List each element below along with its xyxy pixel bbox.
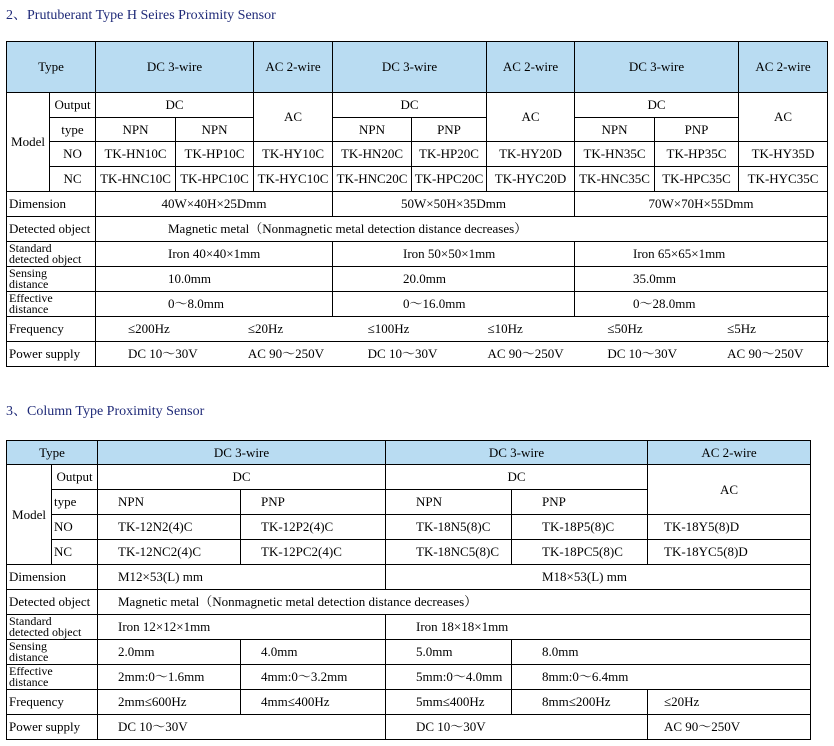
output-type-row xyxy=(7,118,828,142)
sensing-distance-row xyxy=(7,267,828,292)
type-cell: AC 2-wire xyxy=(254,42,333,93)
sensing-distance-value: 5.0mm xyxy=(386,640,512,665)
model-label: Model xyxy=(7,465,52,565)
output-dc: DC xyxy=(333,93,487,118)
model-nc: TK-12PC2(4)C xyxy=(241,540,386,565)
type-sub-label: type xyxy=(52,490,98,515)
no-label: NO xyxy=(50,142,96,167)
model-no: TK-HP20C xyxy=(412,142,487,167)
effective-distance-value: 0～8.0mm xyxy=(96,292,333,317)
frequency-value: ≤100Hz xyxy=(367,321,410,336)
model-nc: TK-HPC10C xyxy=(176,167,254,192)
power-supply-value: DC 10～30V xyxy=(367,346,438,361)
detected-object-row xyxy=(7,217,828,242)
model-no: TK-HN35C xyxy=(575,142,655,167)
effective-distance-value: 5mm:0～4.0mm xyxy=(386,665,512,690)
detected-object-value: Magnetic metal（Nonmagnetic metal detection distance decreases） xyxy=(96,217,828,242)
model-no: TK-HY20D xyxy=(487,142,575,167)
frequency-value: 8mm≤200Hz xyxy=(512,690,648,715)
model-no: TK-HN20C xyxy=(333,142,412,167)
power-supply-value: AC 90～250V xyxy=(648,715,811,740)
power-supply-value: AC 90～250V xyxy=(727,346,804,361)
model-nc: TK-HYC10C xyxy=(254,167,333,192)
standard-object-label: Standard detected object xyxy=(7,615,98,640)
sensing-distance-label: Sensing distance xyxy=(7,640,98,665)
no-row xyxy=(7,142,828,167)
sensing-distance-label: Sensing distance xyxy=(7,267,96,292)
type-cell: DC 3-wire xyxy=(96,42,254,93)
detected-object-label: Detected object xyxy=(7,217,96,242)
model-no: TK-HP10C xyxy=(176,142,254,167)
model-label: Model xyxy=(7,93,50,192)
dimension-value: 40W×40H×25Dmm xyxy=(96,192,333,217)
standard-object-row xyxy=(7,242,828,267)
frequency-value: 5mm≤400Hz xyxy=(386,690,512,715)
effective-distance-value: 8mm:0～6.4mm xyxy=(512,665,811,690)
output-row xyxy=(7,93,828,118)
sensing-distance-value: 35.0mm xyxy=(575,267,828,292)
sensing-distance-row xyxy=(7,640,811,665)
frequency-value: ≤5Hz xyxy=(727,321,756,336)
type-cell: DC 3-wire xyxy=(98,441,386,465)
standard-object-value: Iron 65×65×1mm xyxy=(575,242,828,267)
model-nc: TK-HNC35C xyxy=(575,167,655,192)
type-cell: AC 2-wire xyxy=(487,42,575,93)
frequency-row xyxy=(7,690,811,715)
model-nc: TK-HNC20C xyxy=(333,167,412,192)
column-type-spec-table xyxy=(6,440,811,740)
output-ac: AC xyxy=(254,93,333,142)
dimension-label: Dimension xyxy=(7,192,96,217)
sensing-distance-value: 2.0mm xyxy=(98,640,241,665)
power-supply-value: DC 10～30V xyxy=(386,715,648,740)
power-supply-value: AC 90～250V xyxy=(487,346,564,361)
frequency-value: ≤200Hz xyxy=(128,321,170,336)
frequency-label: Frequency xyxy=(7,690,98,715)
power-supply-value: AC 90～250V xyxy=(247,346,325,361)
standard-object-value: Iron 50×50×1mm xyxy=(333,242,575,267)
type-sub-label: type xyxy=(50,118,96,142)
model-no: TK-12P2(4)C xyxy=(241,515,386,540)
power-supply-row xyxy=(7,342,828,367)
model-no: TK-HY35D xyxy=(739,142,828,167)
type-label: Type xyxy=(7,441,98,465)
frequency-row xyxy=(7,317,828,342)
standard-object-row xyxy=(7,615,811,640)
model-nc: TK-18NC5(8)C xyxy=(386,540,512,565)
output-dc: DC xyxy=(98,465,386,490)
model-nc: TK-HYC35C xyxy=(739,167,828,192)
effective-distance-label: Effective distance xyxy=(7,665,98,690)
output-ac: AC xyxy=(487,93,575,142)
dimension-value: 50W×50H×35Dmm xyxy=(333,192,575,217)
output-type: NPN xyxy=(96,118,176,142)
frequency-value: ≤50Hz xyxy=(607,321,643,336)
type-cell: AC 2-wire xyxy=(739,42,828,93)
nc-row xyxy=(7,167,828,192)
model-nc: TK-HPC35C xyxy=(655,167,739,192)
power-supply-value: DC 10～30V xyxy=(128,346,198,361)
sensing-distance-value: 10.0mm xyxy=(96,267,333,292)
power-supply-value: DC 10～30V xyxy=(607,346,678,361)
output-label: Output xyxy=(52,465,98,490)
model-no: TK-18N5(8)C xyxy=(386,515,512,540)
frequency-value: ≤20Hz xyxy=(247,321,284,336)
output-ac: AC xyxy=(648,465,811,515)
frequency-value: ≤10Hz xyxy=(487,321,523,336)
effective-distance-value: 0～16.0mm xyxy=(333,292,575,317)
output-type: PNP xyxy=(512,490,648,515)
output-type: NPN xyxy=(176,118,254,142)
dimension-value: M18×53(L) mm xyxy=(386,565,811,590)
section3-heading: 3、Column Type Proximity Sensor xyxy=(6,404,205,419)
standard-object-value: Iron 40×40×1mm xyxy=(96,242,333,267)
output-type: NPN xyxy=(333,118,412,142)
detected-object-value: Magnetic metal（Nonmagnetic metal detection distance decreases） xyxy=(98,590,811,615)
type-row xyxy=(7,441,811,465)
model-nc: TK-18PC5(8)C xyxy=(512,540,648,565)
detected-object-label: Detected object xyxy=(7,590,98,615)
no-row xyxy=(7,515,811,540)
section2-heading: 2、Prutuberant Type H Seires Proximity Sensor xyxy=(6,8,276,23)
type-label: Type xyxy=(7,42,96,93)
dimension-row xyxy=(7,565,811,590)
model-nc: TK-18YC5(8)D xyxy=(648,540,811,565)
no-label: NO xyxy=(52,515,98,540)
output-type: PNP xyxy=(655,118,739,142)
output-row xyxy=(7,465,811,490)
frequency-values xyxy=(96,317,828,342)
effective-distance-value: 2mm:0～1.6mm xyxy=(98,665,241,690)
effective-distance-label: Effective distance xyxy=(7,292,96,317)
output-type: NPN xyxy=(575,118,655,142)
model-no: TK-HP35C xyxy=(655,142,739,167)
sensing-distance-value: 20.0mm xyxy=(333,267,575,292)
model-no: TK-18Y5(8)D xyxy=(648,515,811,540)
nc-label: NC xyxy=(50,167,96,192)
standard-object-label: Standard detected object xyxy=(7,242,96,267)
frequency-value: 4mm≤400Hz xyxy=(241,690,386,715)
type-cell: DC 3-wire xyxy=(575,42,739,93)
type-cell: DC 3-wire xyxy=(386,441,648,465)
model-no: TK-12N2(4)C xyxy=(98,515,241,540)
power-supply-label: Power supply xyxy=(7,342,96,367)
dimension-row xyxy=(7,192,828,217)
power-supply-value: DC 10～30V xyxy=(98,715,386,740)
power-supply-values xyxy=(96,342,828,367)
frequency-value: ≤20Hz xyxy=(648,690,811,715)
type-row xyxy=(7,42,828,93)
standard-object-value: Iron 18×18×1mm xyxy=(386,615,811,640)
dimension-value: M12×53(L) mm xyxy=(98,565,386,590)
model-no: TK-HY10C xyxy=(254,142,333,167)
model-nc: TK-12NC2(4)C xyxy=(98,540,241,565)
frequency-value: 2mm≤600Hz xyxy=(98,690,241,715)
frequency-label: Frequency xyxy=(7,317,96,342)
model-no: TK-HN10C xyxy=(96,142,176,167)
nc-label: NC xyxy=(52,540,98,565)
standard-object-value: Iron 12×12×1mm xyxy=(98,615,386,640)
output-label: Output xyxy=(50,93,96,118)
output-dc: DC xyxy=(575,93,739,118)
nc-row xyxy=(7,540,811,565)
output-ac: AC xyxy=(739,93,828,142)
model-nc: TK-HPC20C xyxy=(412,167,487,192)
output-dc: DC xyxy=(96,93,254,118)
model-no: TK-18P5(8)C xyxy=(512,515,648,540)
type-cell: AC 2-wire xyxy=(648,441,811,465)
dimension-label: Dimension xyxy=(7,565,98,590)
effective-distance-value: 4mm:0～3.2mm xyxy=(241,665,386,690)
model-nc: TK-HYC20D xyxy=(487,167,575,192)
power-supply-row xyxy=(7,715,811,740)
power-supply-label: Power supply xyxy=(7,715,98,740)
effective-distance-row xyxy=(7,292,828,317)
detected-object-row xyxy=(7,590,811,615)
output-type: NPN xyxy=(98,490,241,515)
h-series-spec-table xyxy=(6,41,828,367)
sensing-distance-value: 4.0mm xyxy=(241,640,386,665)
output-dc: DC xyxy=(386,465,648,490)
effective-distance-row xyxy=(7,665,811,690)
output-type: PNP xyxy=(241,490,386,515)
dimension-value: 70W×70H×55Dmm xyxy=(575,192,828,217)
output-type: NPN xyxy=(386,490,512,515)
output-type: PNP xyxy=(412,118,487,142)
type-cell: DC 3-wire xyxy=(333,42,487,93)
effective-distance-value: 0～28.0mm xyxy=(575,292,828,317)
sensing-distance-value: 8.0mm xyxy=(512,640,811,665)
model-nc: TK-HNC10C xyxy=(96,167,176,192)
